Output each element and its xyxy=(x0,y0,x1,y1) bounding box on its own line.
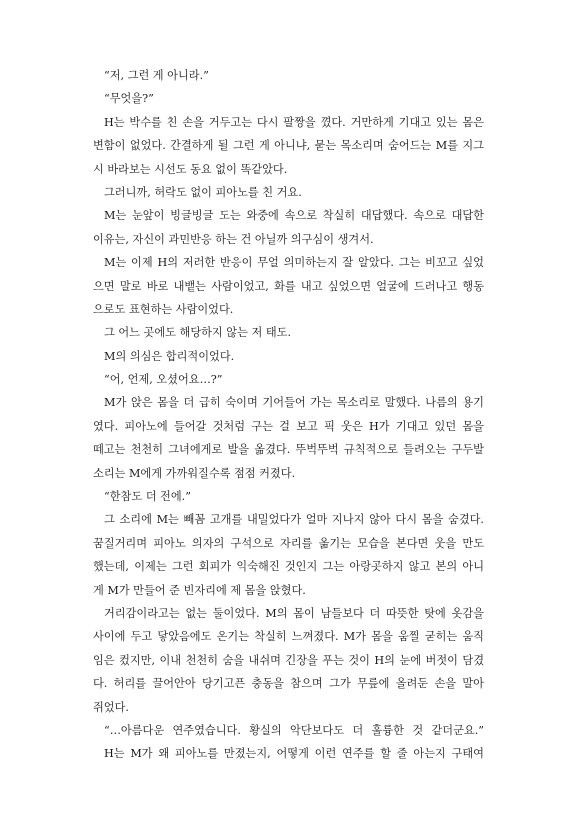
text-line: 으면 말로 바로 내뱉는 사람이었고, 화를 내고 싶었으면 얼굴에 드러나고 행동 xyxy=(93,279,484,293)
text-line: 변함이 없었다. 간결하게 될 그런 게 아니냐, 묻는 목소리며 숨어드는 M를 지그 xyxy=(93,139,484,153)
text-line: M의 의심은 합리적이었다. xyxy=(104,349,235,363)
text-line: M가 앉은 몸을 더 급히 숙이며 기어들어 가는 목소리로 말했다. 나름의 용기 xyxy=(104,396,484,410)
text-line: “어, 언제, 오셨어요…?” xyxy=(104,373,223,387)
text-line: 으로도 표현하는 사람이었다. xyxy=(93,302,234,316)
text-line: 이유는, 자신이 과민반응 하는 건 아닐까 의구심이 생겨서. xyxy=(93,232,374,246)
text-line: 그러니까, 허락도 없이 피아노를 친 거요. xyxy=(104,185,302,199)
text-line: “저, 그런 게 아니라.” xyxy=(104,69,209,82)
text-line: H는 M가 왜 피아노를 만졌는지, 어떻게 이런 연주를 할 줄 아는지 구태여 xyxy=(104,747,484,761)
text-line: 다. 허리를 끌어안아 당기고픈 충동을 참으며 그가 무릎에 올려둔 손을 말아 xyxy=(93,677,484,691)
text-line: “무엇을?” xyxy=(104,92,154,106)
text-line: 쥐었다. xyxy=(93,700,129,714)
text-line: 시 바라보는 시선도 동요 없이 똑같았다. xyxy=(93,162,288,176)
text-line: 였다. 피아노에 들어갈 것처럼 구는 걸 보고 픽 웃은 H가 기대고 있던 몸을 xyxy=(93,419,484,433)
text-line: M는 눈앞이 빙글빙글 도는 와중에 속으로 착실히 대답했다. 속으로 대답한 xyxy=(104,209,484,223)
text-line: 그 어느 곳에도 해당하지 않는 저 태도. xyxy=(104,326,292,340)
text-line: 소리는 M에게 가까워질수록 점점 커졌다. xyxy=(93,466,296,480)
text-line: 거리감이라고는 없는 둘이었다. M의 몸이 남들보다 더 따뜻한 탓에 옷감을 xyxy=(104,606,484,620)
text-line: 그 소리에 M는 빼꼼 고개를 내밀었다가 얼마 지나지 않아 다시 몸을 숨겼다. xyxy=(104,513,484,527)
text-line: 임은 컸지만, 이내 천천히 숨을 내쉬며 긴장을 푸는 것이 H의 눈에 버젓이 담겼 xyxy=(93,653,484,667)
novel-page xyxy=(93,64,484,766)
text-line: 게 M가 만들어 준 빈자리에 제 몸을 앉혔다. xyxy=(93,583,306,597)
text-line: “…아름다운 연주였습니다. 황실의 악단보다도 더 훌륭한 것 같더군요.” xyxy=(104,723,484,737)
text-line: H는 박수를 친 손을 거두고는 다시 팔짱을 꼈다. 거만하게 기대고 있는 몸은 xyxy=(104,115,484,129)
text-line: M는 이제 H의 저러한 반응이 무얼 의미하는지 잘 알았다. 그는 비꼬고 싶었 xyxy=(104,256,484,270)
text-line: 꿈질거리며 피아노 의자의 구석으로 자리를 옮기는 모습을 본다면 웃을 만도 xyxy=(93,536,484,550)
text-line: 사이에 두고 닿았음에도 온기는 착실히 느껴졌다. M가 몸을 움찔 굳히는 움직 xyxy=(93,630,484,644)
text-line: “한참도 더 전에.” xyxy=(104,490,191,504)
text-line: 떼고는 천천히 그녀에게로 발을 옮겼다. 뚜벅뚜벅 규칙적으로 들려오는 구두발 xyxy=(93,443,484,457)
text-line: 했는데, 이제는 그런 회피가 익숙해진 것인지 그는 아랑곳하지 않고 본의 아니 xyxy=(93,560,484,574)
